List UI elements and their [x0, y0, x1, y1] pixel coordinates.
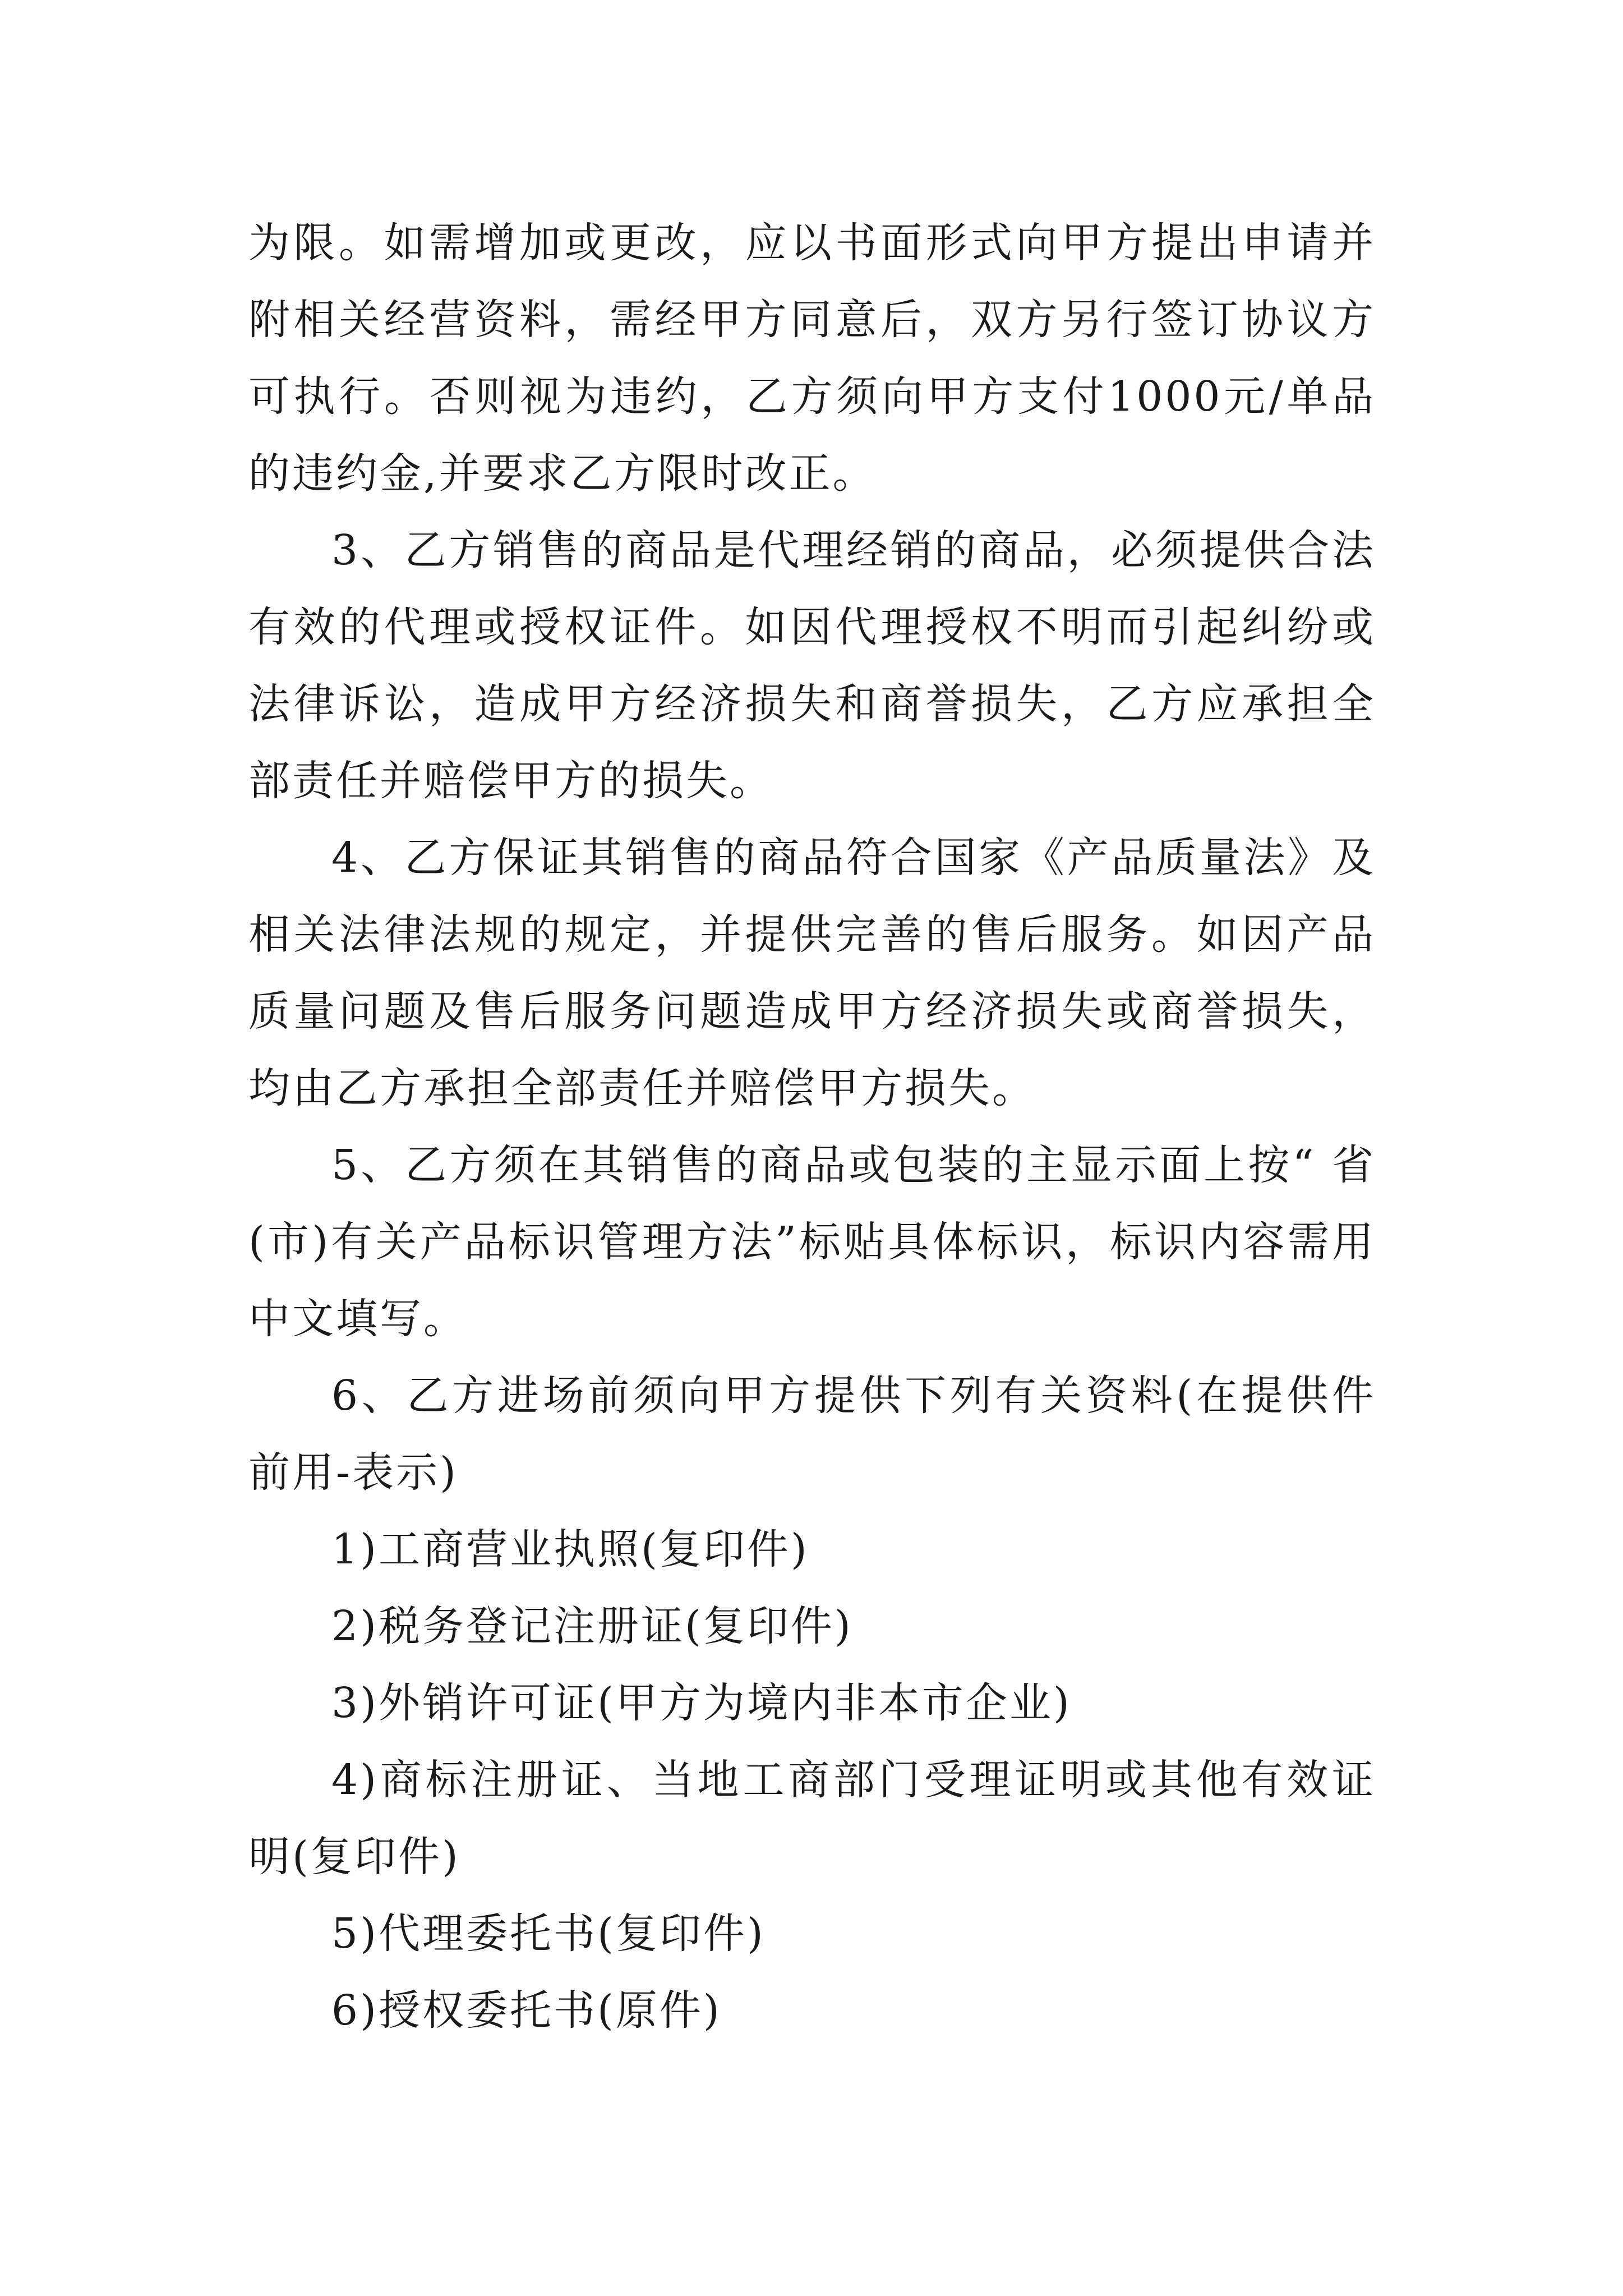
list-item-business-license: 1)工商营业执照(复印件) [331, 1525, 809, 1573]
paragraph-clause-3: 3、乙方销售的商品是代理经销的商品，必须提供合法有效的代理或授权证件。如因代理授权不明而引起纠纷或法律诉讼，造成甲方经济损失和商誉损失，乙方应承担全部责任并赔偿甲方的损失。 [248, 526, 1376, 805]
list-item-agency-letter: 5)代理委托书(复印件) [331, 1910, 766, 1958]
list-item-export-permit: 3)外销许可证(甲方为境内非本市企业) [331, 1679, 1072, 1727]
list-item-trademark-certificate: 4)商标注册证、当地工商部门受理证明或其他有效证明(复印件) [248, 1756, 1376, 1881]
paragraph-clause-5: 5、乙方须在其销售的商品或包装的主显示面上按“ 省(市)有关产品标识管理方法”标贴具体标识，标识内容需用中文填写。 [248, 1141, 1376, 1343]
list-item-authorization-letter: 6)授权委托书(原件) [331, 1986, 722, 2035]
paragraph-clause-4: 4、乙方保证其销售的商品符合国家《产品质量法》及相关法律法规的规定，并提供完善的售后服务。如因产品质量问题及售后服务问题造成甲方经济损失或商誉损失，均由乙方承担全部责任并赔偿甲方损失。 [248, 834, 1376, 1112]
paragraph-clause-6: 6、乙方进场前须向甲方提供下列有关资料(在提供件前用-表示) [248, 1372, 1376, 1497]
list-item-tax-registration: 2)税务登记注册证(复印件) [331, 1602, 853, 1650]
paragraph-continued-clause: 为限。如需增加或更改，应以书面形式向甲方提出申请并附相关经营资料，需经甲方同意后，双方另行签订协议方可执行。否则视为违约，乙方须向甲方支付1000元/单品的违约金,并要求乙方限时改正。 [248, 219, 1376, 498]
document-body [248, 205, 1376, 2049]
